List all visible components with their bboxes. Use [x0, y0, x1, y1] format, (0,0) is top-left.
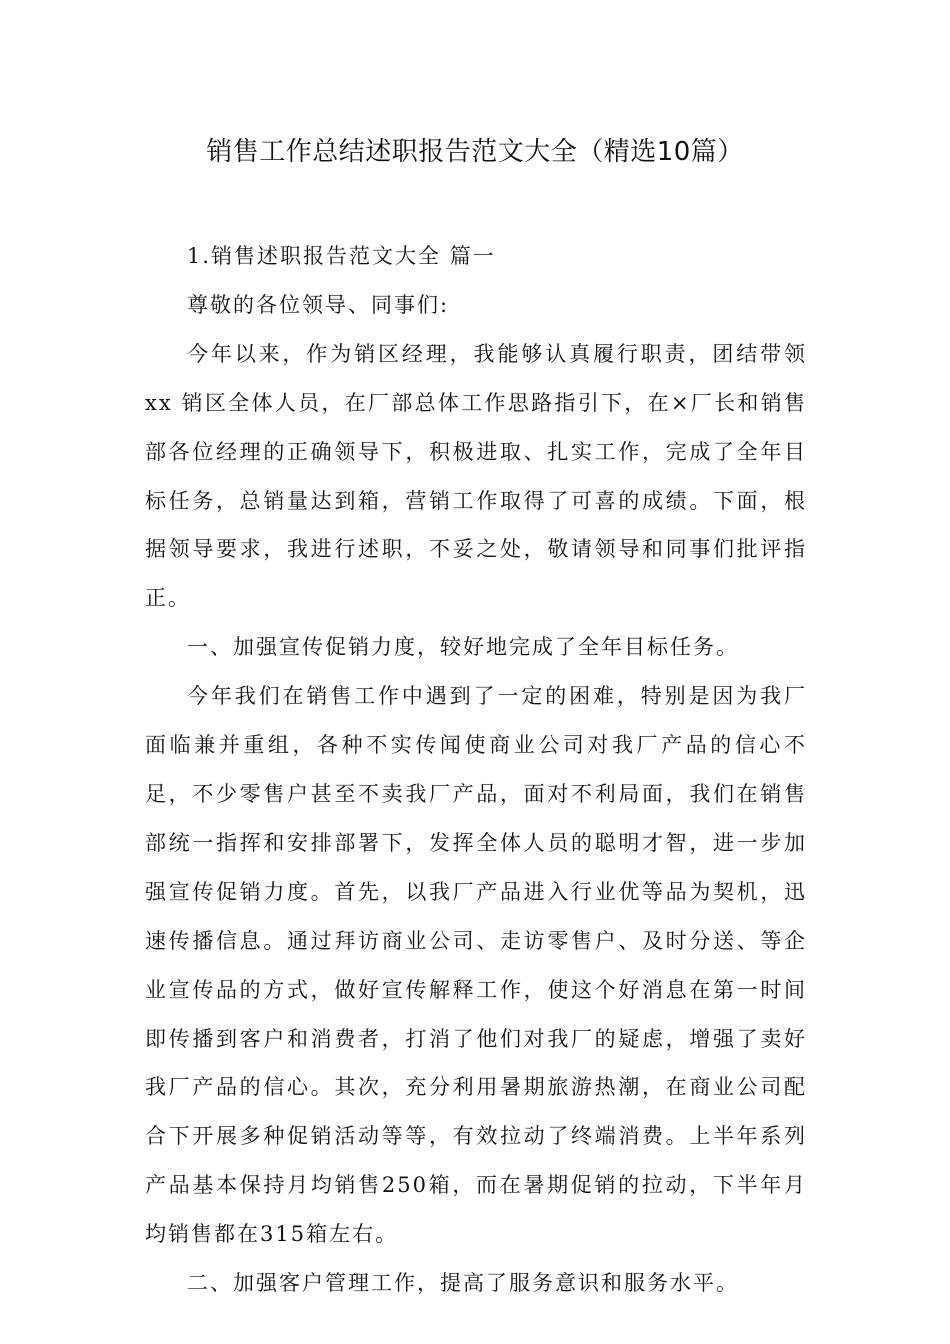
body-paragraph-promotion: 今年我们在销售工作中遇到了一定的困难，特别是因为我厂面临兼并重组，各种不实传闻使商业公司对我厂产品的信心不足，不少零售户甚至不卖我厂产品，面对不利局面，我们在销售部统一指挥和安排部署下，发挥全体人员的聪明才智，进一步加强宣传促销力度。首先，以我厂产品进入行业优等品为契机，迅速传播信息。通过拜访商业公司、走访零售户、及时分送、等企业宣传品的方式，做好宣传解释工作，使这个好消息在第一时间即传播到客户和消费者，打消了他们对我厂的疑虑，增强了卖好我厂产品的信心。其次，充分利用暑期旅游热潮，在商业公司配合下开展多种促销活动等等，有效拉动了终端消费。上半年系列产品基本保持月均销售250箱，而在暑期促销的拉动，下半年月均销售都在315箱左右。 — [145, 684, 807, 1247]
section-heading-1: 1.销售述职报告范文大全 篇一 — [187, 244, 496, 268]
salutation: 尊敬的各位领导、同事们: — [187, 292, 450, 317]
document-title: 销售工作总结述职报告范文大全（精选10篇） — [206, 137, 744, 167]
document-body — [145, 232, 807, 1308]
body-paragraph-intro: 今年以来，作为销区经理，我能够认真履行职责，团结带领 xx 销区全体人员，在厂部总体工作思路指引下，在×厂长和销售部各位经理的正确领导下，积极进取、扎实工作，完成了全年目标任务，总销量达到箱，营销工作取得了可喜的成绩。下面，根据领导要求，我进行述职，不妥之处，敬请领导和同事们批评指正。 — [145, 341, 807, 611]
subheading-customer-management: 二、加强客户管理工作，提高了服务意识和服务水平。 — [187, 1271, 739, 1296]
subheading-promotion: 一、加强宣传促销力度，较好地完成了全年目标任务。 — [187, 635, 739, 660]
